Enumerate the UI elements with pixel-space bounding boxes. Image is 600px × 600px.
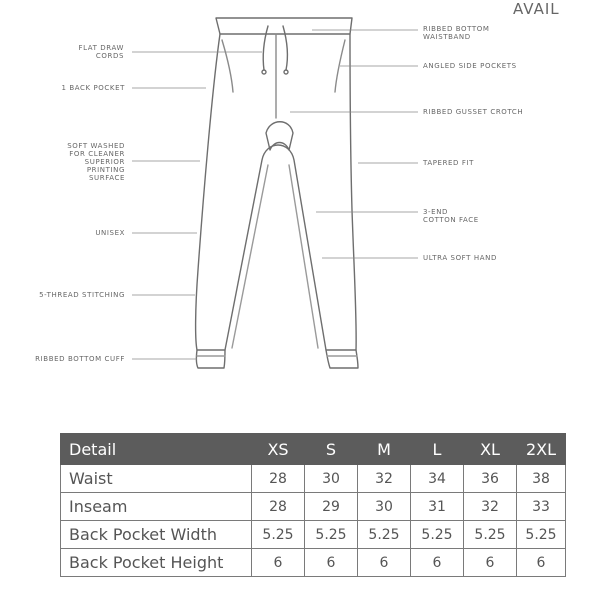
- label-back-pocket: 1 BACK POCKET: [61, 84, 125, 92]
- label-side-pockets: ANGLED SIDE POCKETS: [423, 62, 517, 70]
- label-cotton-face: 3-END COTTON FACE: [423, 208, 479, 224]
- table-cell: 29: [305, 493, 358, 521]
- table-cell: 5.25: [305, 521, 358, 549]
- row-label: Inseam: [61, 493, 252, 521]
- label-stitching: 5-THREAD STITCHING: [39, 291, 125, 299]
- table-cell: 32: [464, 493, 517, 521]
- table-row: [61, 465, 566, 493]
- header-2xl: 2XL: [517, 434, 566, 465]
- row-label: Waist: [61, 465, 252, 493]
- left-pocket-line: [222, 40, 233, 92]
- header-l: L: [411, 434, 464, 465]
- table-cell: 6: [252, 549, 305, 577]
- left-inner-stitch: [232, 165, 268, 348]
- header-xl: XL: [464, 434, 517, 465]
- row-label: Back Pocket Height: [61, 549, 252, 577]
- header-detail: Detail: [61, 434, 252, 465]
- right-cuff-shape: [326, 350, 358, 368]
- right-draw-cord: [283, 26, 287, 70]
- header-s: S: [305, 434, 358, 465]
- row-label: Back Pocket Width: [61, 521, 252, 549]
- label-cuff: RIBBED BOTTOM CUFF: [35, 355, 125, 363]
- table-cell: 30: [305, 465, 358, 493]
- table-cell: 36: [464, 465, 517, 493]
- table-cell: 6: [517, 549, 566, 577]
- table-header-row: [61, 434, 566, 465]
- table-cell: 5.25: [252, 521, 305, 549]
- table-row: [61, 493, 566, 521]
- table-cell: 28: [252, 493, 305, 521]
- table-cell: 6: [305, 549, 358, 577]
- table-cell: 34: [411, 465, 464, 493]
- table-cell: 5.25: [411, 521, 464, 549]
- table-cell: 6: [464, 549, 517, 577]
- table-cell: 5.25: [464, 521, 517, 549]
- table-cell: 31: [411, 493, 464, 521]
- table-cell: 38: [517, 465, 566, 493]
- label-gusset: RIBBED GUSSET CROTCH: [423, 108, 524, 116]
- label-waistband: RIBBED BOTTOM WAISTBAND: [423, 25, 490, 41]
- left-cuff-shape: [196, 350, 225, 368]
- left-cord-tip: [262, 70, 266, 74]
- table-cell: 6: [358, 549, 411, 577]
- header-xs: XS: [252, 434, 305, 465]
- table-cell: 33: [517, 493, 566, 521]
- table-cell: 30: [358, 493, 411, 521]
- corner-text: AVAIL: [513, 0, 560, 18]
- label-soft-washed: SOFT WASHED FOR CLEANER SUPERIOR PRINTING SURFACE: [67, 142, 125, 182]
- table-cell: 5.25: [358, 521, 411, 549]
- label-tapered: TAPERED FIT: [423, 159, 475, 167]
- table-cell: 5.25: [517, 521, 566, 549]
- size-chart-table: [60, 433, 566, 577]
- table-cell: 32: [358, 465, 411, 493]
- right-cord-tip: [284, 70, 288, 74]
- label-unisex: UNISEX: [95, 229, 125, 237]
- table-row: [61, 549, 566, 577]
- table-cell: 28: [252, 465, 305, 493]
- label-soft-hand: ULTRA SOFT HAND: [423, 254, 497, 262]
- right-inner-stitch: [289, 165, 318, 348]
- header-m: M: [358, 434, 411, 465]
- label-draw-cords: FLAT DRAW CORDS: [78, 44, 124, 60]
- table-row: [61, 521, 566, 549]
- left-draw-cord: [263, 26, 268, 70]
- table-cell: 6: [411, 549, 464, 577]
